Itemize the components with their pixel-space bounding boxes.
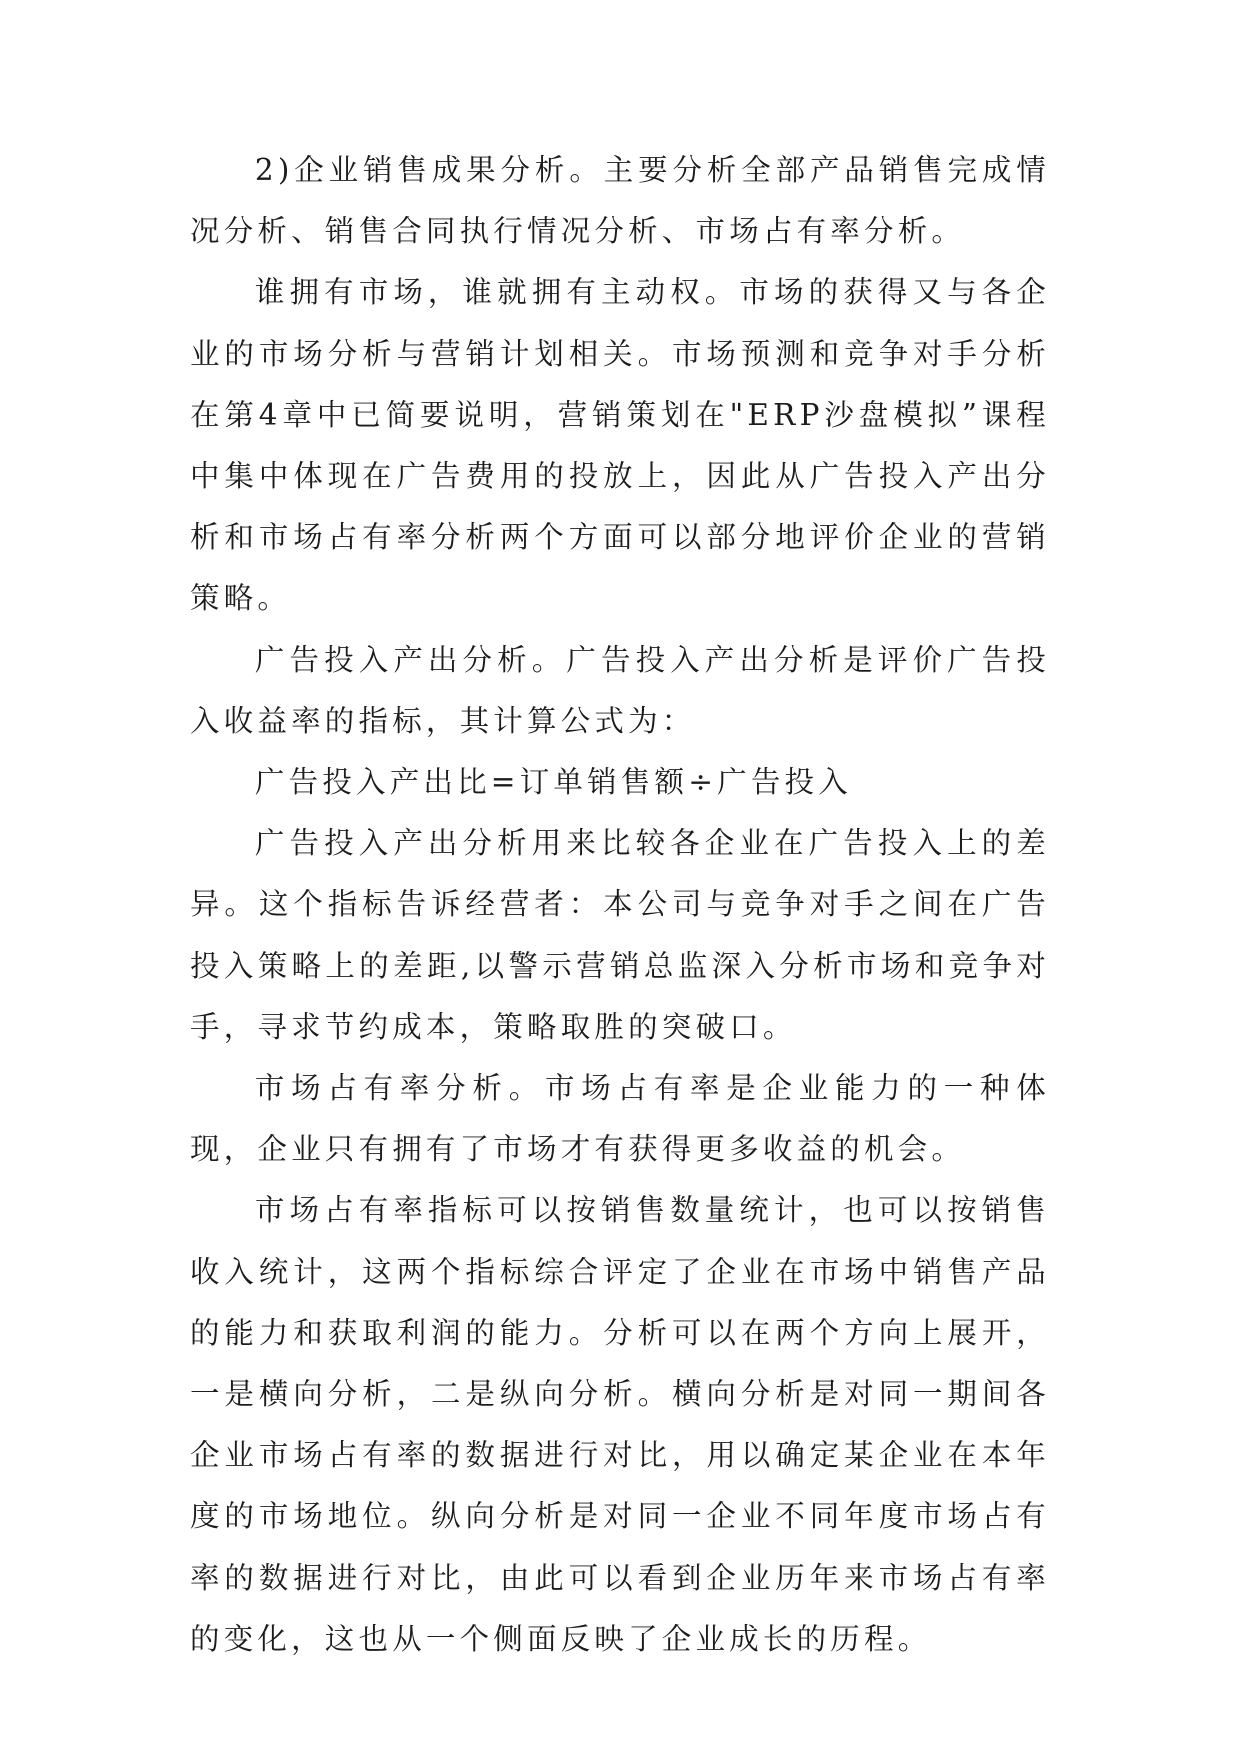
paragraph-sales-results: 2)企业销售成果分析。主要分析全部产品销售完成情况分析、销售合同执行情况分析、市场占有率分析。 <box>190 153 1050 249</box>
document-page <box>190 140 1050 1670</box>
formula-ad-ratio: 广告投入产出比=订单销售额÷广告投入 <box>254 765 852 800</box>
paragraph-market-initiative: 谁拥有市场，谁就拥有主动权。市场的获得又与各企业的市场分析与营销计划相关。市场预测和竞争对手分析在第4章中已简要说明，营销策划在"ERP沙盘模拟”课程中集中体现在广告费用的投放上，因此从广告投入产出分析和市场占有率分析两个方面可以部分地评价企业的营销策略。 <box>190 275 1050 616</box>
paragraph-market-share: 市场占有率分析。市场占有率是企业能力的一种体现，企业只有拥有了市场才有获得更多收益的机会。 <box>190 1071 1050 1167</box>
paragraph-market-share-indicator: 市场占有率指标可以按销售数量统计，也可以按销售收入统计，这两个指标综合评定了企业在市场中销售产品的能力和获取利润的能力。分析可以在两个方向上展开，一是横向分析，二是纵向分析。横向分析是对同一期间各企业市场占有率的数据进行对比，用以确定某企业在本年度的市场地位。纵向分析是对同一企业不同年度市场占有率的数据进行对比，由此可以看到企业历年来市场占有率的变化，这也从一个侧面反映了企业成长的历程。 <box>190 1193 1050 1656</box>
paragraph-ad-input-output: 广告投入产出分析。广告投入产出分析是评价广告投入收益率的指标，其计算公式为： <box>190 642 1050 738</box>
paragraph-ad-comparison: 广告投入产出分析用来比较各企业在广告投入上的差异。这个指标告诉经营者：本公司与竞争对手之间在广告投入策略上的差距,以警示营销总监深入分析市场和竞争对手，寻求节约成本，策略取胜的突破口。 <box>190 826 1050 1044</box>
